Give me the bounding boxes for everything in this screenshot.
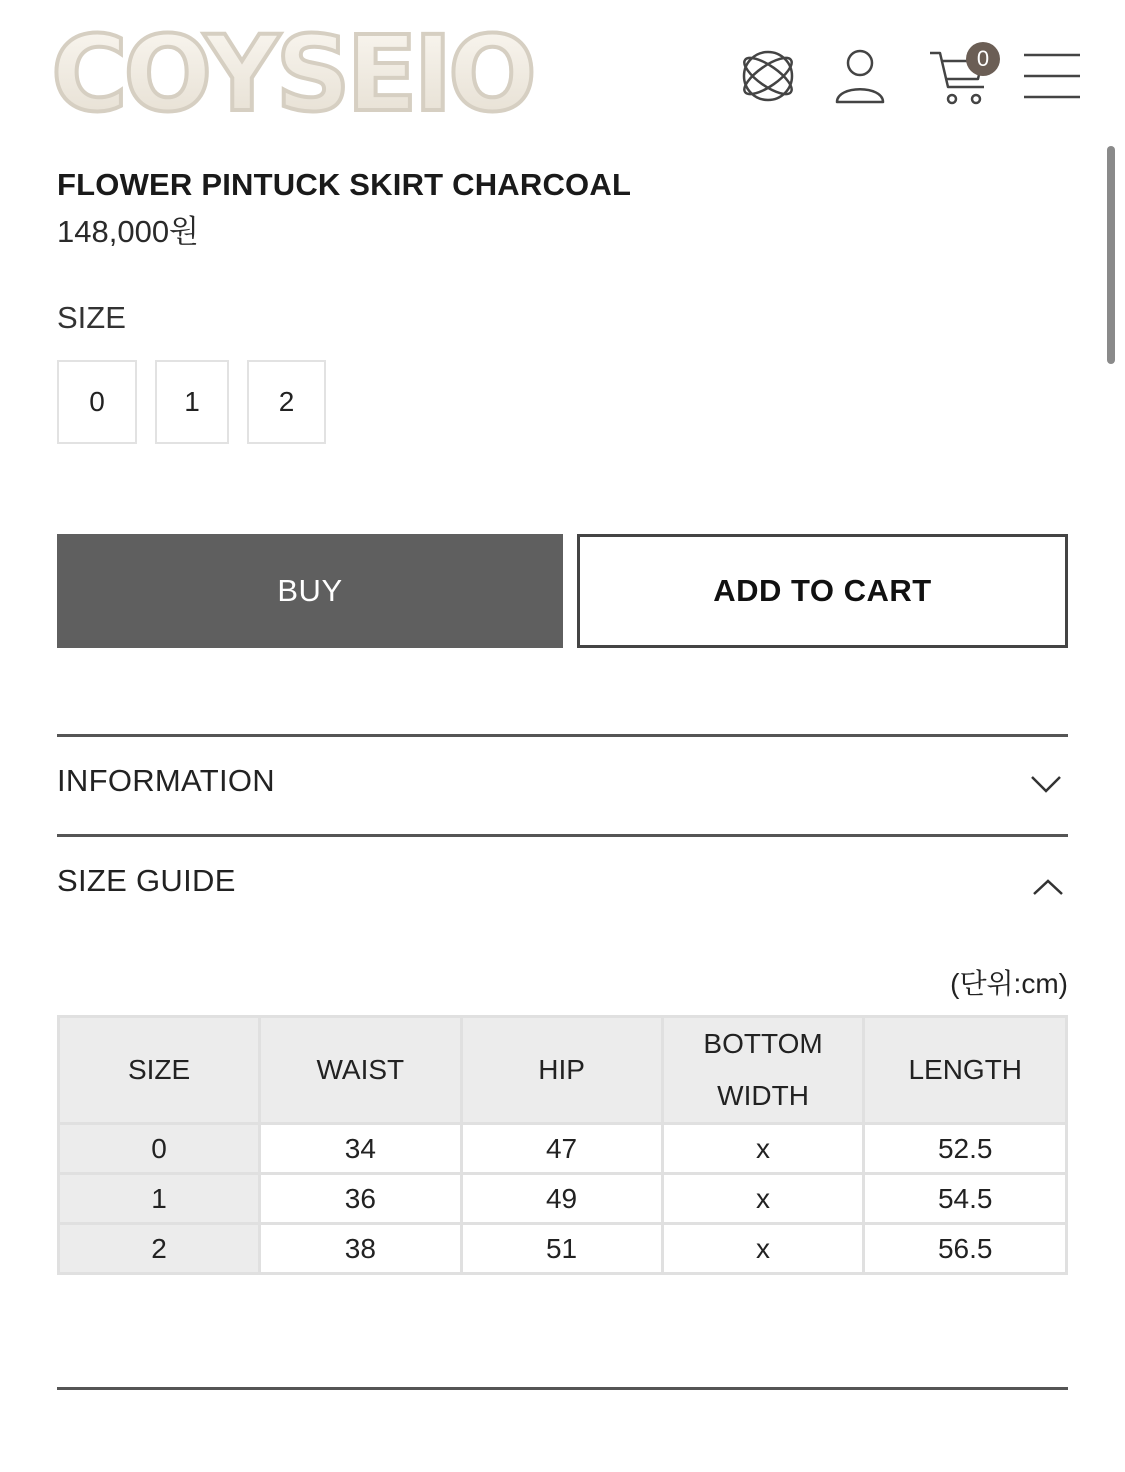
column-header-length: LENGTH — [864, 1017, 1067, 1124]
size-guide-unit: (단위:cm) — [950, 968, 1068, 999]
table-cell: 2 — [59, 1224, 260, 1274]
size-option-2[interactable]: 2 — [247, 360, 326, 444]
table-cell: 34 — [260, 1124, 461, 1174]
table-cell: 1 — [59, 1174, 260, 1224]
cart-count-badge: 0 — [966, 42, 1000, 76]
table-row — [59, 1224, 1067, 1274]
table-row — [59, 1174, 1067, 1224]
table-cell: 47 — [461, 1124, 662, 1174]
size-option-0[interactable]: 0 — [57, 360, 137, 444]
size-selector-label: SIZE — [57, 300, 126, 335]
divider — [57, 734, 1068, 737]
product-title: FLOWER PINTUCK SKIRT CHARCOAL — [57, 167, 632, 202]
buy-button[interactable]: BUY — [57, 534, 563, 648]
page-scrollbar[interactable] — [1107, 146, 1115, 364]
table-cell: 56.5 — [864, 1224, 1067, 1274]
table-header-row — [59, 1017, 1067, 1124]
table-cell: 52.5 — [864, 1124, 1067, 1174]
table-cell: x — [662, 1174, 864, 1224]
column-header-hip: HIP — [461, 1017, 662, 1124]
logo-text: COYSEIO — [51, 22, 533, 130]
divider — [57, 834, 1068, 837]
brand-logo[interactable] — [42, 22, 542, 130]
add-to-cart-button[interactable]: ADD TO CART — [577, 534, 1068, 648]
account-button[interactable] — [826, 40, 894, 112]
column-header-waist: WAIST — [260, 1017, 461, 1124]
user-icon — [833, 47, 887, 105]
site-header — [0, 0, 1125, 140]
product-price: 148,000원 — [57, 214, 200, 249]
table-cell: 36 — [260, 1174, 461, 1224]
size-guide-accordion-toggle[interactable]: SIZE GUIDE — [57, 863, 236, 898]
column-header-bottom-width: BOTTOM WIDTH — [662, 1017, 864, 1124]
size-selector — [57, 360, 326, 444]
chevron-up-icon[interactable] — [1026, 875, 1066, 899]
column-header-size: SIZE — [59, 1017, 260, 1124]
table-cell: 49 — [461, 1174, 662, 1224]
globe-icon — [738, 46, 798, 106]
table-cell: 38 — [260, 1224, 461, 1274]
table-row — [59, 1124, 1067, 1174]
table-cell: x — [662, 1124, 864, 1174]
menu-button[interactable] — [1018, 40, 1086, 112]
information-accordion-toggle[interactable]: INFORMATION — [57, 763, 275, 798]
size-guide-table — [57, 1015, 1068, 1275]
hamburger-menu-icon — [1022, 51, 1082, 101]
table-cell: 0 — [59, 1124, 260, 1174]
globe-button[interactable] — [734, 40, 802, 112]
table-cell: 54.5 — [864, 1174, 1067, 1224]
size-option-1[interactable]: 1 — [155, 360, 229, 444]
cart-button[interactable] — [918, 40, 1004, 112]
divider — [57, 1387, 1068, 1390]
table-cell: x — [662, 1224, 864, 1274]
table-cell: 51 — [461, 1224, 662, 1274]
chevron-down-icon[interactable] — [1026, 772, 1066, 796]
